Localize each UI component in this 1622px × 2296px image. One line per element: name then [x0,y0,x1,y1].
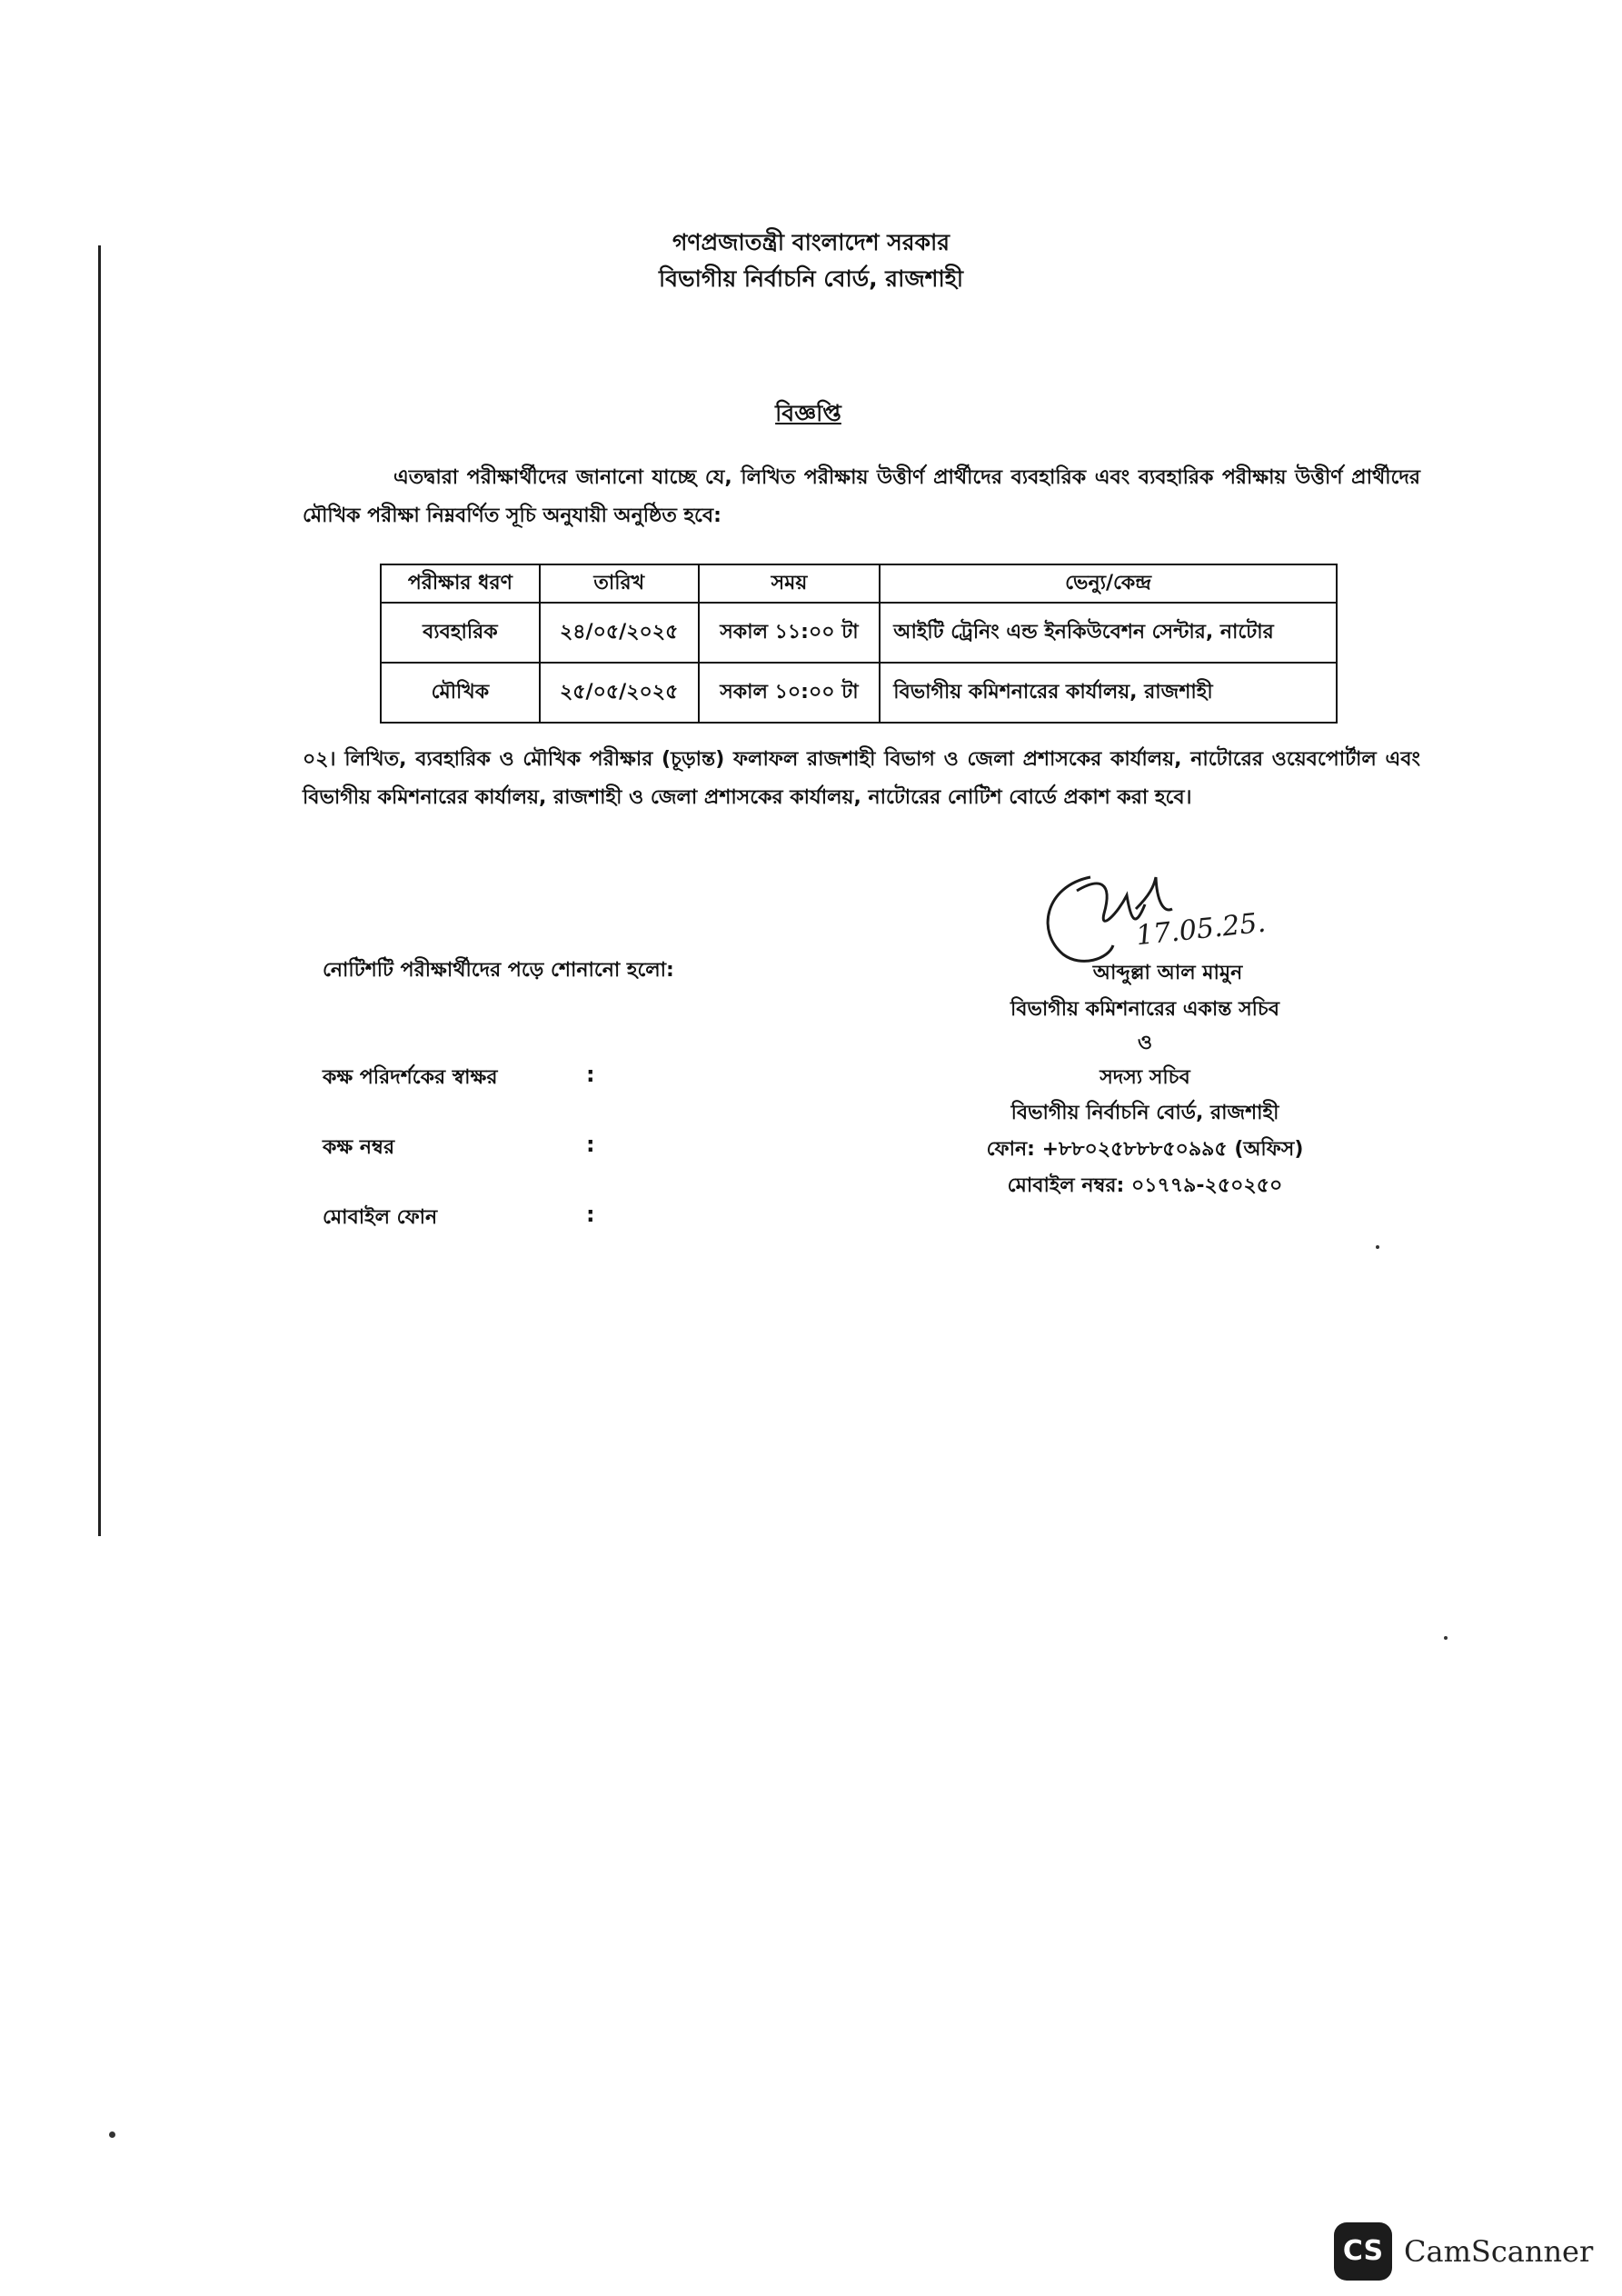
table-header-row [381,564,1337,603]
scan-edge-line [98,245,101,1536]
cell-venue: বিভাগীয় কমিশনারের কার্যালয়, রাজশাহী [880,663,1337,723]
table-row [381,603,1337,663]
cell-exam-type: মৌখিক [381,663,540,723]
camscanner-brand: CamScanner [1404,2234,1594,2269]
invigilator-signature-label: কক্ষ পরিদর্শকের স্বাক্ষর [323,1066,498,1089]
header-exam-type: পরীক্ষার ধরণ [381,564,540,603]
cell-time: সকাল ১১:০০ টা [699,603,881,663]
result-paragraph: ০২। লিখিত, ব্যবহারিক ও মৌখিক পরীক্ষার (চূড়ান্ত) ফলাফল রাজশাহী বিভাগ ও জেলা প্রশাসকের কার্যালয়, নাটোরের ওয়েবপোর্টাল এবং বিভাগীয় কমিশনারের কার্যালয়, রাজশাহী ও জেলা প্রশাসকের কার্যালয়, নাটোরের নোটিশ বোর্ডে প্রকাশ করা হবে। [303,748,1420,809]
camscanner-logo: CS [1334,2222,1392,2281]
header-time: সময় [699,564,881,603]
scan-speck [1376,1245,1379,1249]
field-colon: : [586,1062,595,1087]
signatory-designation: বিভাগীয় কমিশনারের একান্ত সচিব [1010,998,1280,1021]
signatory-role: সদস্য সচিব [1100,1066,1190,1089]
header-venue: ভেন্যু/কেন্দ্র [880,564,1337,603]
cell-date: ২৪/০৫/২০২৫ [540,603,699,663]
signatory-board: বিভাগীয় নির্বাচনি বোর্ড, রাজশাহী [1010,1102,1279,1124]
signatory-mobile: মোবাইল নম্বর: ০১৭৭৯-২৫০২৫০ [1007,1174,1283,1197]
table-row [381,663,1337,723]
intro-text: এতদ্বারা পরীক্ষার্থীদের জানানো যাচ্ছে যে, লিখিত পরীক্ষায় উত্তীর্ণ প্রার্থীদের ব্যবহারিক এবং ব্যবহারিক পরীক্ষায় উত্তীর্ণ প্রার্থীদের মৌখিক পরীক্ষা নিম্নবর্ণিত সূচি অনুযায়ী অনুষ্ঠিত হবে: [303,466,1420,527]
room-number-label: কক্ষ নম্বর [323,1136,395,1159]
notice-title: বিজ্ঞপ্তি [775,400,841,426]
cell-time: সকাল ১০:০০ টা [699,663,881,723]
scan-speck [109,2131,115,2138]
read-out-line: নোটিশটি পরীক্ষার্থীদের পড়ে শোনানো হলো: [323,959,674,982]
scan-speck [1444,1636,1448,1640]
govt-header: গণপ্রজাতন্ত্রী বাংলাদেশ সরকার [672,229,950,255]
schedule-table [380,564,1338,724]
header-date: তারিখ [540,564,699,603]
signatory-phone: ফোন: +৮৮০২৫৮৮৮৫০৯৯৫ (অফিস) [986,1138,1304,1161]
signatory-name: আব্দুল্লা আল মামুন [1092,962,1243,984]
field-colon: : [586,1202,595,1227]
board-header: বিভাগীয় নির্বাচনি বোর্ড, রাজশাহী [658,265,964,292]
signatory-conjunction: ও [1137,1032,1153,1054]
handwritten-date: 17.05.25. [1134,906,1268,953]
mobile-phone-label: মোবাইল ফোন [323,1206,438,1229]
field-colon: : [586,1132,595,1157]
cell-date: ২৫/০৫/২০২৫ [540,663,699,723]
cell-venue: আইটি ট্রেনিং এন্ড ইনকিউবেশন সেন্টার, নাটোর [880,603,1337,663]
cell-exam-type: ব্যবহারিক [381,603,540,663]
intro-paragraph [303,459,1420,535]
